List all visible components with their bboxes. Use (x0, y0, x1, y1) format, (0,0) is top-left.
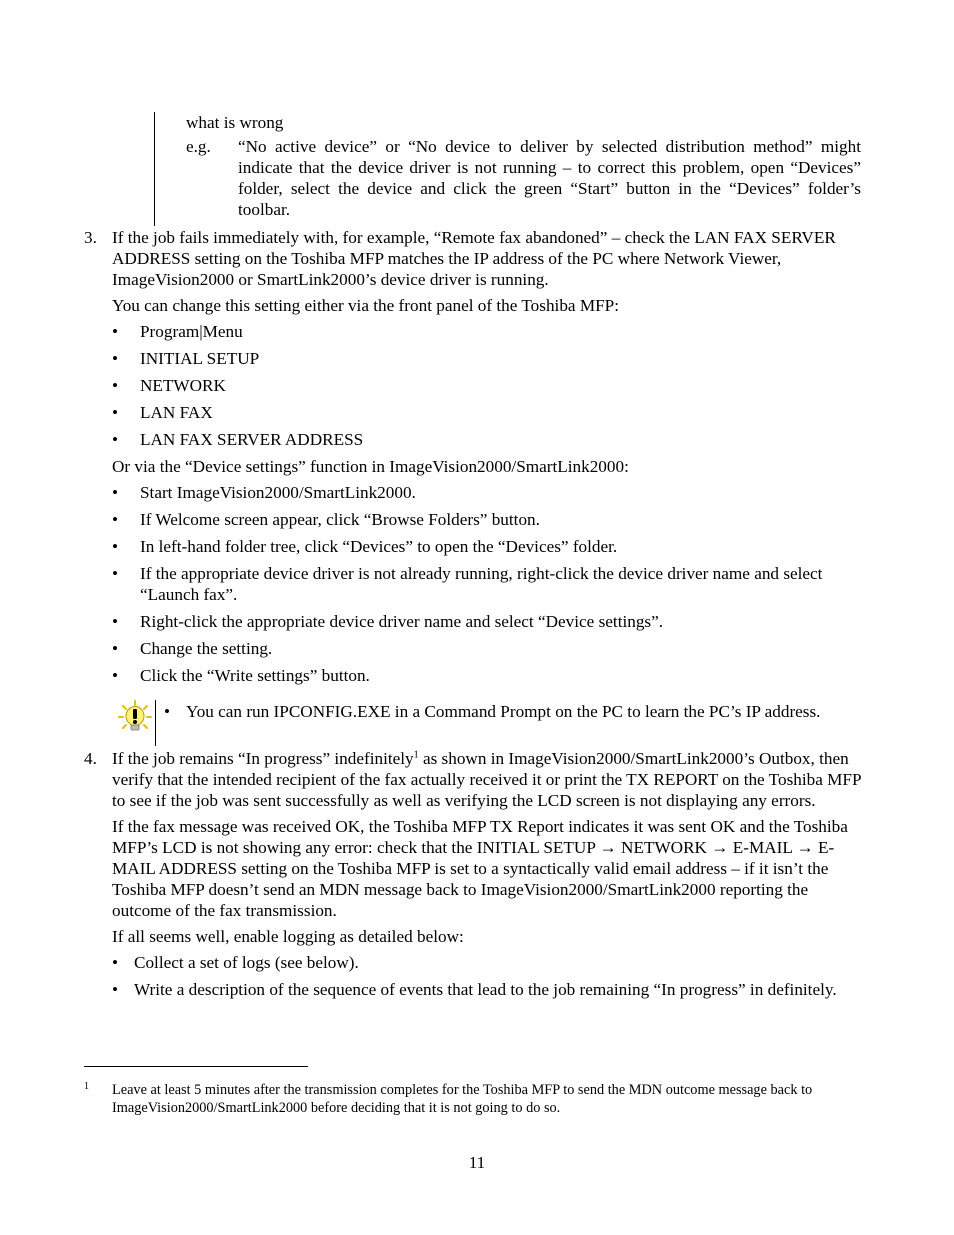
bullet-glyph: • (112, 322, 119, 341)
list-item: • Program|Menu (112, 322, 243, 341)
paragraph: If the job fails immediately with, for example, “Remote fax abandoned” – check the LAN FAX SERVER ADDRESS setting on the Toshiba MFP matches the IP address of the PC where Network Viewer, ImageVision2000 or SmartLink2000’s device driver is running. (112, 228, 836, 289)
bullet-glyph: • (112, 376, 119, 395)
bullet-glyph: • (112, 430, 119, 449)
item-body (112, 227, 861, 686)
list-item: • If Welcome screen appear, click “Browse Folders” button. (112, 510, 540, 529)
tip-divider (155, 700, 156, 746)
panel-steps-list (112, 321, 861, 450)
list-item-4 (84, 748, 861, 1006)
software-steps-list (112, 482, 861, 686)
bullet-glyph: • (112, 349, 119, 368)
footnote-separator (84, 1066, 308, 1067)
list-item: • In left-hand folder tree, click “Devices” to open the “Devices” folder. (112, 537, 618, 556)
bullet-glyph: • (164, 702, 171, 721)
list-item: • NETWORK (112, 376, 226, 395)
page-number: 11 (468, 1153, 486, 1172)
item-number: 3. (84, 228, 97, 247)
paragraph: If the fax message was received OK, the Toshiba MFP TX Report indicates it was sent OK and the Toshiba MFP’s LCD is not showing any error: check that the INITIAL SETUP → NETWORK → E-MAIL → E-MAIL ADDRESS setting on the Toshiba MFP is set to a syntactically valid email address – if it isn’t the Toshiba MFP doesn’t send an MDN message back to ImageVision2000/SmartLink2000 reporting the outcome of the fax transmission. (112, 817, 848, 920)
paragraph: Or via the “Device settings” function in ImageVision2000/SmartLink2000: (112, 457, 629, 476)
lightbulb-icon (118, 700, 152, 734)
list-item: • Click the “Write settings” button. (112, 666, 370, 685)
bullet-glyph: • (112, 639, 119, 658)
bullet-glyph: • (112, 612, 119, 631)
example-row (186, 136, 861, 220)
list-item: • Start ImageVision2000/SmartLink2000. (112, 483, 416, 502)
list-item: • INITIAL SETUP (112, 349, 260, 368)
bullet-glyph: • (112, 980, 119, 999)
paragraph: If the job remains “In progress” indefinitely$^1$ as shown in ImageVision2000/SmartLink2000’s Outbox, then verify that the intended recipient of the fax actually received it or print the TX REPORT on the Toshiba MFP to see if the job was sent successfully as well as verifying the LCD screen is not displaying any errors. (112, 749, 861, 810)
footnote-number: 1 (84, 1081, 89, 1092)
list-item: • If the appropriate device driver is not already running, right-click the device driver name and select “Launch fax”. (112, 564, 823, 604)
continuation-line: what is wrong (186, 113, 284, 132)
list-item: • LAN FAX SERVER ADDRESS (112, 430, 364, 449)
paragraph: You can change this setting either via the front panel of the Toshiba MFP: (112, 296, 620, 315)
item-body (112, 748, 861, 1000)
bullet-glyph: • (112, 666, 119, 685)
continuation-note (154, 112, 861, 226)
list-item: • Write a description of the sequence of events that lead to the job remaining “In progress” in definitely. (112, 980, 837, 999)
logging-steps-list (112, 952, 861, 1000)
list-item: • LAN FAX (112, 403, 213, 422)
paragraph: If all seems well, enable logging as detailed below: (112, 927, 464, 946)
footnote-text: Leave at least 5 minutes after the transmission completes for the Toshiba MFP to send the MDN outcome message back to ImageVision2000/SmartLink2000 before deciding that it is not going to do so. (112, 1082, 813, 1116)
item-number: 4. (84, 749, 97, 768)
example-label: e.g. (186, 137, 211, 156)
bullet-glyph: • (112, 483, 119, 502)
footnote (84, 1081, 861, 1117)
list-item: • Change the setting. (112, 639, 273, 658)
bullet-glyph: • (112, 564, 119, 583)
list-item: • Collect a set of logs (see below). (112, 953, 359, 972)
list-item: • Right-click the appropriate device driver name and select “Device settings”. (112, 612, 664, 631)
tip-note (118, 700, 861, 744)
list-item-3 (84, 227, 861, 692)
bullet-glyph: • (112, 403, 119, 422)
bullet-glyph: • (112, 537, 119, 556)
bullet-glyph: • (112, 953, 119, 972)
example-text: “No active device” or “No device to deliver by selected distribution method” might indicate that the device driver is not running – to correct this problem, open “Devices” folder, select the device and click the green “Start” button in the “Devices” folder’s toolbar. (238, 137, 861, 219)
tip-text: • You can run IPCONFIG.EXE in a Command Prompt on the PC to learn the PC’s IP address. (164, 702, 821, 721)
footnote-reference[interactable]: 1 (413, 749, 419, 761)
bullet-glyph: • (112, 510, 119, 529)
